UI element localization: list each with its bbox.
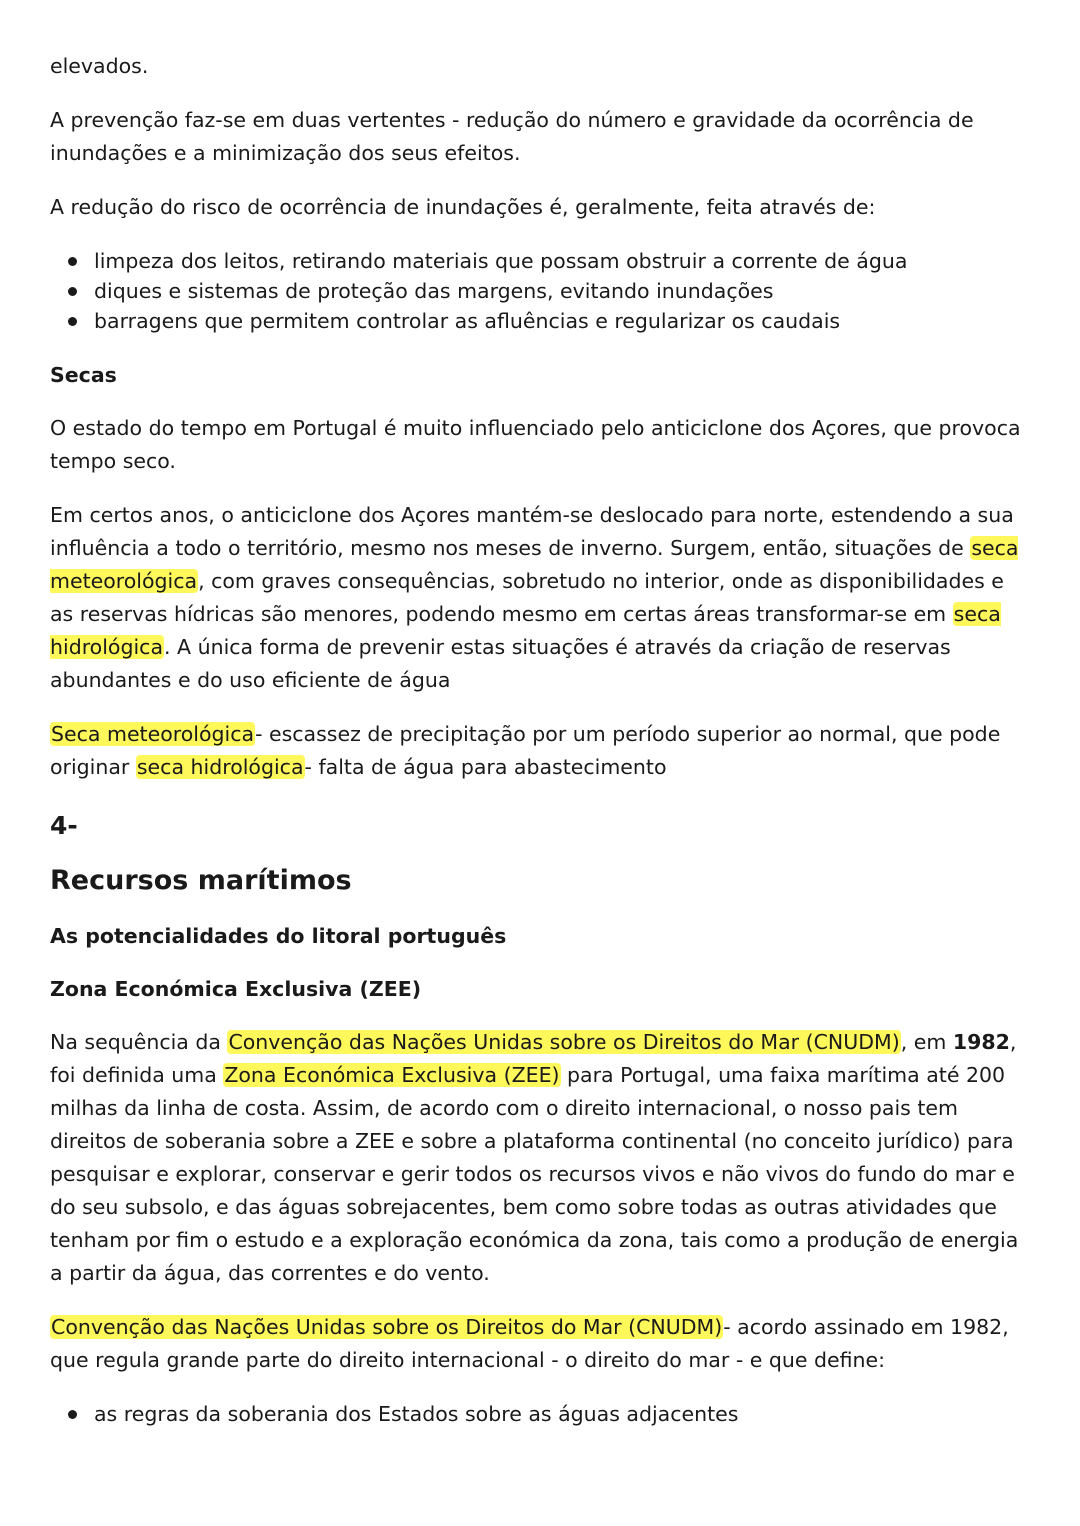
paragraph-prevencao: A prevenção faz-se em duas vertentes - redução do número e gravidade da ocorrência de inundações e a minimização dos seus efeitos. (50, 108, 974, 165)
heading-potencialidades: As potencialidades do litoral português (50, 924, 507, 948)
text-run: - acordo assinado em 1982, que regula grande parte do direito internacional - o direito do mar - e que define: (50, 1315, 1009, 1372)
highlight-cnudm: Convenção das Nações Unidas sobre os Direitos do Mar (CNUDM) (51, 1315, 723, 1339)
section-title: Recursos marítimos (50, 865, 352, 896)
text-run: , foi definida uma (50, 1030, 1017, 1087)
list-cnudm (50, 1399, 1030, 1429)
paragraph-definicao-cnudm (50, 1311, 1030, 1377)
highlight-seca-hidrologica: seca hidrológica (136, 755, 304, 779)
bold-year: 1982 (952, 1030, 1010, 1054)
text-run: , com graves consequências, sobretudo no interior, onde as disponibilidades e as reservas hídricas são menores, podendo mesmo em certas áreas transformar-se em (50, 569, 1004, 626)
text-run: para Portugal, uma faixa marítima até 200 milhas da linha de costa. Assim, de acordo com o direito internacional, o nosso pais tem direitos de soberania sobre a ZEE e sobre a plataforma continental (no conceito jurídico) para pesquisar e explorar, conservar e gerir todos os recursos vivos e não vivos do fundo do mar e do seu subsolo, e das águas sobrejacentes, bem como sobre todas as outras atividades que tenham por fim o estudo e a exploração económica da zona, tais como a produção de energia a partir da água, das correntes e do vento. (50, 1063, 1019, 1285)
list-item: limpeza dos leitos, retirando materiais que possam obstruir a corrente de água (50, 246, 1030, 276)
heading-zee: Zona Económica Exclusiva (ZEE) (50, 977, 422, 1001)
list-inundacoes (50, 246, 1030, 336)
highlight-cnudm: Convenção das Nações Unidas sobre os Direitos do Mar (CNUDM) (228, 1030, 900, 1054)
list-item: as regras da soberania dos Estados sobre as águas adjacentes (50, 1399, 1030, 1429)
paragraph-anticiclone (50, 499, 1030, 697)
highlight-seca-meteorologica: seca meteorológica (50, 536, 1019, 593)
text-run: , em (900, 1030, 953, 1054)
paragraph-definicao-seca (50, 718, 1030, 784)
paragraph-elevados: elevados. (50, 54, 149, 78)
text-run: Na sequência da (50, 1030, 228, 1054)
text-run: Em certos anos, o anticiclone dos Açores mantém-se deslocado para norte, estendendo a sua influência a todo o território, mesmo nos meses de inverno. Surgem, então, situações de (50, 503, 1014, 560)
text-run: - falta de água para abastecimento (304, 755, 667, 779)
highlight-seca-meteorologica: Seca meteorológica (51, 722, 255, 746)
highlight-seca-hidrologica: seca hidrológica (50, 602, 1001, 659)
highlight-zee: Zona Económica Exclusiva (ZEE) (224, 1063, 560, 1087)
section-number: 4- (50, 811, 78, 840)
list-item: barragens que permitem controlar as afluências e regularizar os caudais (50, 306, 1030, 336)
heading-secas: Secas (50, 363, 117, 387)
paragraph-estado-tempo: O estado do tempo em Portugal é muito influenciado pelo anticiclone dos Açores, que provoca tempo seco. (50, 416, 1021, 473)
list-item: diques e sistemas de proteção das margens, evitando inundações (50, 276, 1030, 306)
text-run: - escassez de precipitação por um período superior ao normal, que pode originar (50, 722, 1001, 779)
paragraph-reducao: A redução do risco de ocorrência de inundações é, geralmente, feita através de: (50, 195, 876, 219)
paragraph-cnudm (50, 1026, 1030, 1290)
text-run: . A única forma de prevenir estas situações é através da criação de reservas abundantes e do uso eficiente de água (50, 635, 951, 692)
